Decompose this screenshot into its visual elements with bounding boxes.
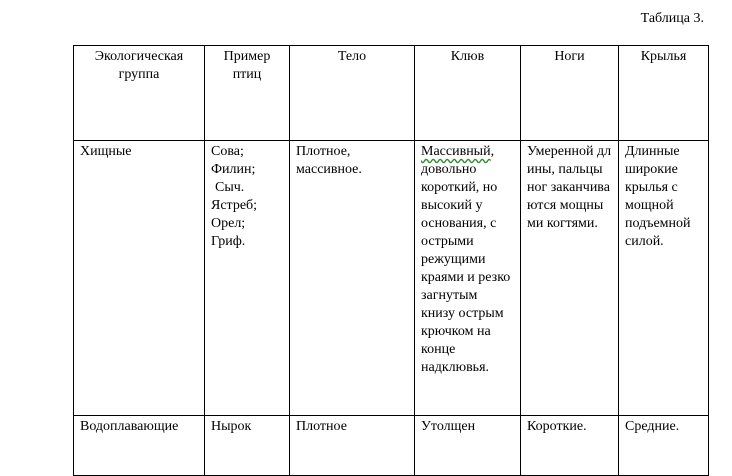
table-header-row <box>74 46 709 141</box>
cell-body-predators: Плотное, массивное. <box>290 141 415 416</box>
header-beak: Клюв <box>415 46 521 141</box>
beak-description: , довольно короткий, но высокий у основания, с острыми режущими краями и резко загнутым книзу острым крючком на конце надклювья. <box>421 144 511 375</box>
example-little-owl: Сыч. <box>215 180 245 195</box>
cell-beak-waterfowl: Утолщен <box>415 416 521 476</box>
cell-beak-predators <box>415 141 521 416</box>
cell-wings-predators: Длинные широкие крылья с мощной подъемной силой. <box>619 141 709 416</box>
ecology-table <box>73 45 709 476</box>
header-ecological-group: Экологическая группа <box>74 46 205 141</box>
header-wings: Крылья <box>619 46 709 141</box>
table-caption: Таблица 3. <box>640 11 704 26</box>
cell-examples-waterfowl: Нырок <box>205 416 290 476</box>
cell-legs-predators: Умеренной длины, пальцы ног заканчиваются мощными когтями. <box>521 141 619 416</box>
table-row-waterfowl <box>74 416 709 476</box>
table-row-predators <box>74 141 709 416</box>
example-hawk: Ястреб; <box>211 198 258 213</box>
cell-group-predators: Хищные <box>74 141 205 416</box>
cell-body-waterfowl: Плотное <box>290 416 415 476</box>
spellcheck-underlined-word: Массивный <box>421 144 491 159</box>
cell-examples-predators <box>205 141 290 416</box>
cell-wings-waterfowl: Средние. <box>619 416 709 476</box>
cell-legs-waterfowl: Короткие. <box>521 416 619 476</box>
cell-group-waterfowl: Водоплавающие <box>74 416 205 476</box>
example-eagle: Орел; <box>211 216 246 231</box>
example-owl: Сова; <box>211 144 244 159</box>
header-bird-examples: Пример птиц <box>205 46 290 141</box>
example-vulture: Гриф. <box>211 234 246 249</box>
example-eagle-owl: Филин; <box>211 162 256 177</box>
header-legs: Ноги <box>521 46 619 141</box>
header-body: Тело <box>290 46 415 141</box>
